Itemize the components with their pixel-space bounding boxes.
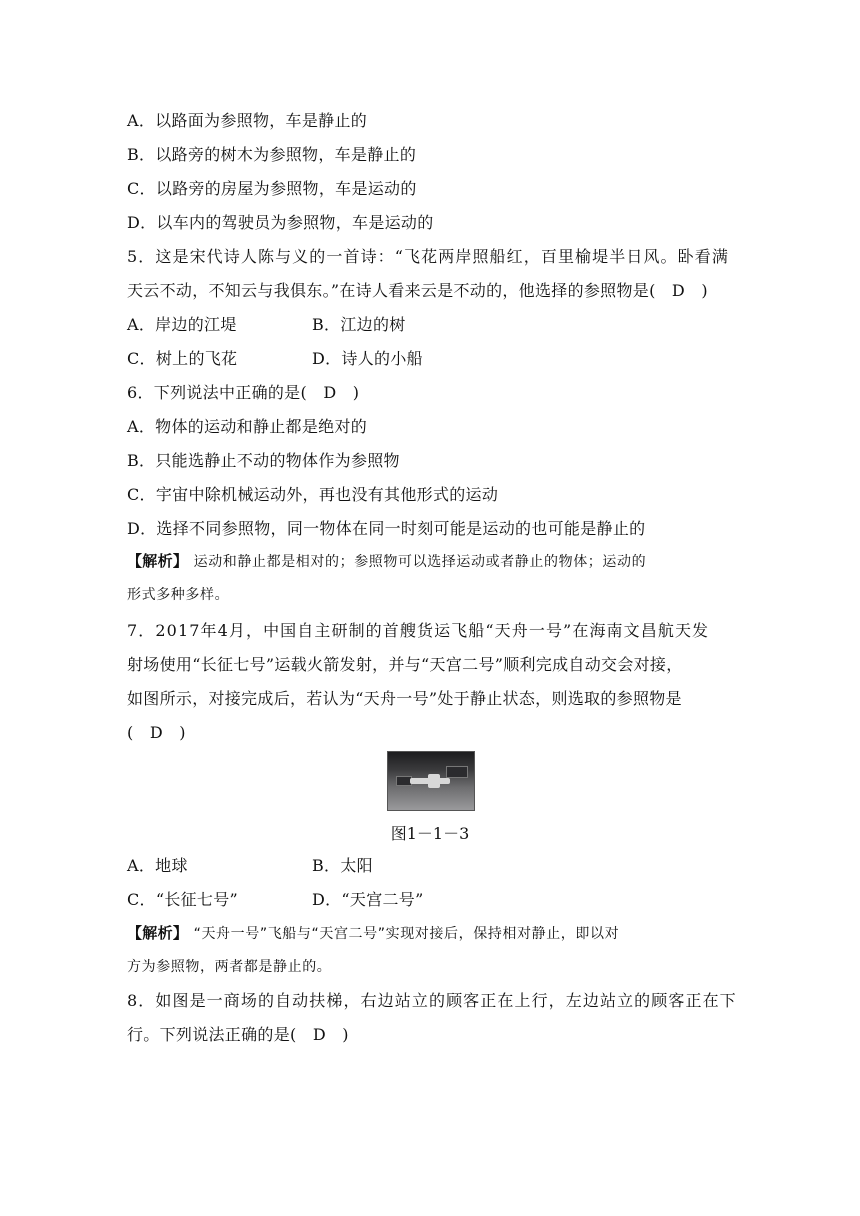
q5-stem-line2: 天云不动，不知云与我俱东。”在诗人看来云是不动的，他选择的参照物是( D ) [127, 281, 708, 300]
q5-options-row2 [127, 348, 423, 370]
q5-option-c: C．树上的飞花 [127, 349, 238, 368]
space-station-docking-image [387, 751, 475, 811]
q7-stem-line4: ( D ) [127, 723, 186, 742]
q6-stem: 6．下列说法中正确的是( D ) [127, 383, 360, 402]
q6-analysis-tag: 【解析】 [127, 552, 189, 570]
q5-options-row1 [127, 314, 406, 336]
q4-option-d: D．以车内的驾驶员为参照物，车是运动的 [127, 213, 434, 232]
q6-option-b: B．只能选静止不动的物体作为参照物 [127, 451, 400, 470]
q7-option-d: D．“天宫二号” [312, 890, 424, 909]
q7-analysis-tag: 【解析】 [127, 924, 189, 942]
q7-options-row1 [127, 855, 373, 877]
q6-analysis-text: 运动和静止都是相对的；参照物可以选择运动或者静止的物体；运动的 [193, 554, 647, 570]
q7-option-b: B．太阳 [312, 856, 373, 875]
q6-option-a: A．物体的运动和静止都是绝对的 [127, 417, 368, 436]
q7-stem-line2: 射场使用“长征七号”运载火箭发射，并与“天宫二号”顺利完成自动交会对接， [127, 655, 683, 674]
q5-option-d: D．诗人的小船 [312, 349, 423, 368]
q6-analysis-line2: 形式多种多样。 [127, 587, 230, 603]
q8-stem-line2: 行。下列说法正确的是( D ) [127, 1025, 349, 1044]
q5-stem-line1: 5．这是宋代诗人陈与义的一首诗：“飞花两岸照船红，百里榆堤半日风。卧看满 [127, 247, 729, 266]
q5-option-b: B．江边的树 [312, 315, 406, 334]
q6-analysis-line1 [127, 550, 646, 573]
q6-option-c: C．宇宙中除机械运动外，再也没有其他形式的运动 [127, 485, 499, 504]
q8-stem-line1: 8．如图是一商场的自动扶梯，右边站立的顾客正在上行，左边站立的顾客正在下 [127, 991, 737, 1010]
q7-analysis-line2: 方为参照物，两者都是静止的。 [127, 959, 332, 975]
q5-option-a: A．岸边的江堤 [127, 315, 237, 334]
q6-option-d: D．选择不同参照物，同一物体在同一时刻可能是运动的也可能是静止的 [127, 519, 646, 538]
q4-option-a: A．以路面为参照物，车是静止的 [127, 111, 368, 130]
q7-option-a: A．地球 [127, 856, 188, 875]
q7-option-c: C．“长征七号” [127, 890, 239, 909]
q7-analysis-text: “天舟一号”飞船与“天宫二号”实现对接后，保持相对静止，即以对 [193, 926, 620, 942]
q4-option-c: C．以路旁的房屋为参照物，车是运动的 [127, 179, 417, 198]
q7-analysis-line1 [127, 922, 619, 945]
q7-stem-line1: 7．2017年4月，中国自主研制的首艘货运飞船“天舟一号”在海南文昌航天发 [127, 621, 710, 640]
q7-stem-line3: 如图所示，对接完成后，若认为“天舟一号”处于静止状态，则选取的参照物是 [127, 689, 682, 708]
figure-caption: 图1－1－3 [390, 824, 470, 843]
q7-options-row2 [127, 889, 424, 911]
q4-option-b: B．以路旁的树木为参照物，车是静止的 [127, 145, 417, 164]
